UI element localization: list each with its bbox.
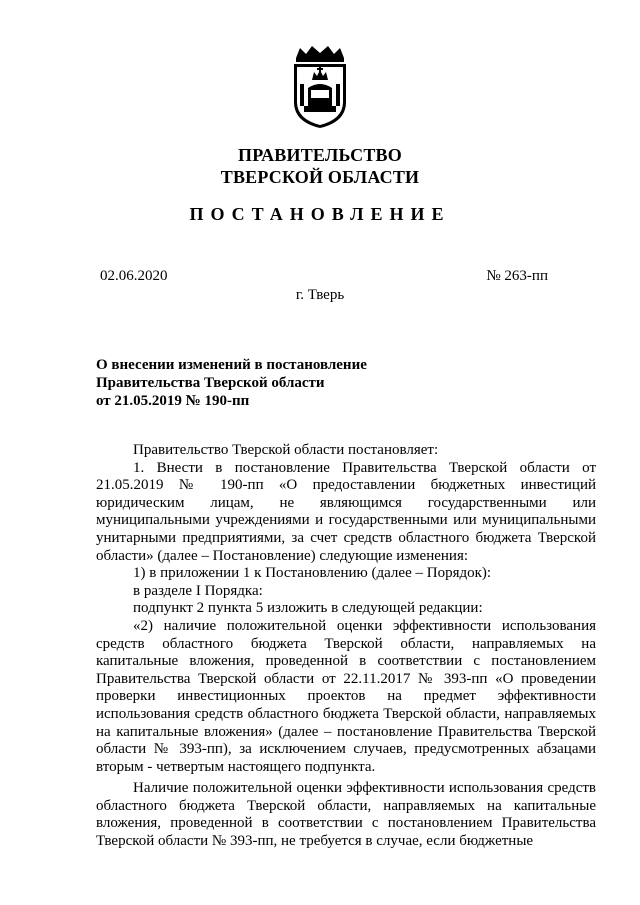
document-body (96, 442, 596, 851)
document-type-title: ПОСТАНОВЛЕНИЕ (189, 204, 451, 224)
body-paragraph: в разделе I Порядка: (133, 582, 263, 599)
government-name-line2: ТВЕРСКОЙ ОБЛАСТИ (220, 167, 420, 187)
document-subject (96, 356, 367, 410)
body-paragraph: Наличие положительной оценки эффективности использования средств областного бюджета Тверской области, направляемых на капитальные вложения, проведенной в соответствии с постановлением Правительства Тверской области № 393-пп, не требуется в случае, если бюджетные (96, 780, 596, 850)
body-paragraph: 1. Внести в постановление Правительства Тверской области от 21.05.2019 № 190-пп «О предоставлении бюджетных инвестиций юридическим лицам, не являющимся государственными или муниципальными учреждениями и государственными или муниципальными унитарными предприятиями, за счет средств областного бюджета Тверской области» (далее – Постановление) следующие изменения: (96, 459, 596, 564)
body-paragraph: подпункт 2 пункта 5 изложить в следующей редакции: (133, 600, 483, 617)
document-number: № 263-пп (486, 268, 548, 284)
body-paragraph: 1) в приложении 1 к Постановлению (далее – Порядок): (133, 565, 492, 582)
subject-line: О внесении изменений в постановление (96, 357, 367, 373)
tver-region-coat-of-arms-icon (288, 44, 352, 130)
subject-line: Правительства Тверской области (96, 375, 325, 391)
body-paragraph: «2) наличие положительной оценки эффективности использования средств областного бюджета Тверской области, направляемых на капитальные вложения, проведенной в соответствии с постановлением Правительства Тверской области от 22.11.2017 № 393-пп «О проведении проверки инвестиционных проектов на предмет эффективности использования средств областного бюджета Тверской области, направляемых на капитальные вложения» (далее – постановление Правительства Тверской области № 393-пп), за исключением случаев, предусмотренных абзацами вторым - четвертым настоящего подпункта. (96, 617, 596, 775)
document-date: 02.06.2020 (100, 268, 168, 284)
document-city: г. Тверь (295, 287, 345, 303)
body-paragraph: Правительство Тверской области постановляет: (133, 442, 439, 458)
government-name-line1: ПРАВИТЕЛЬСТВО (238, 145, 402, 165)
subject-line: от 21.05.2019 № 190-пп (96, 393, 250, 409)
